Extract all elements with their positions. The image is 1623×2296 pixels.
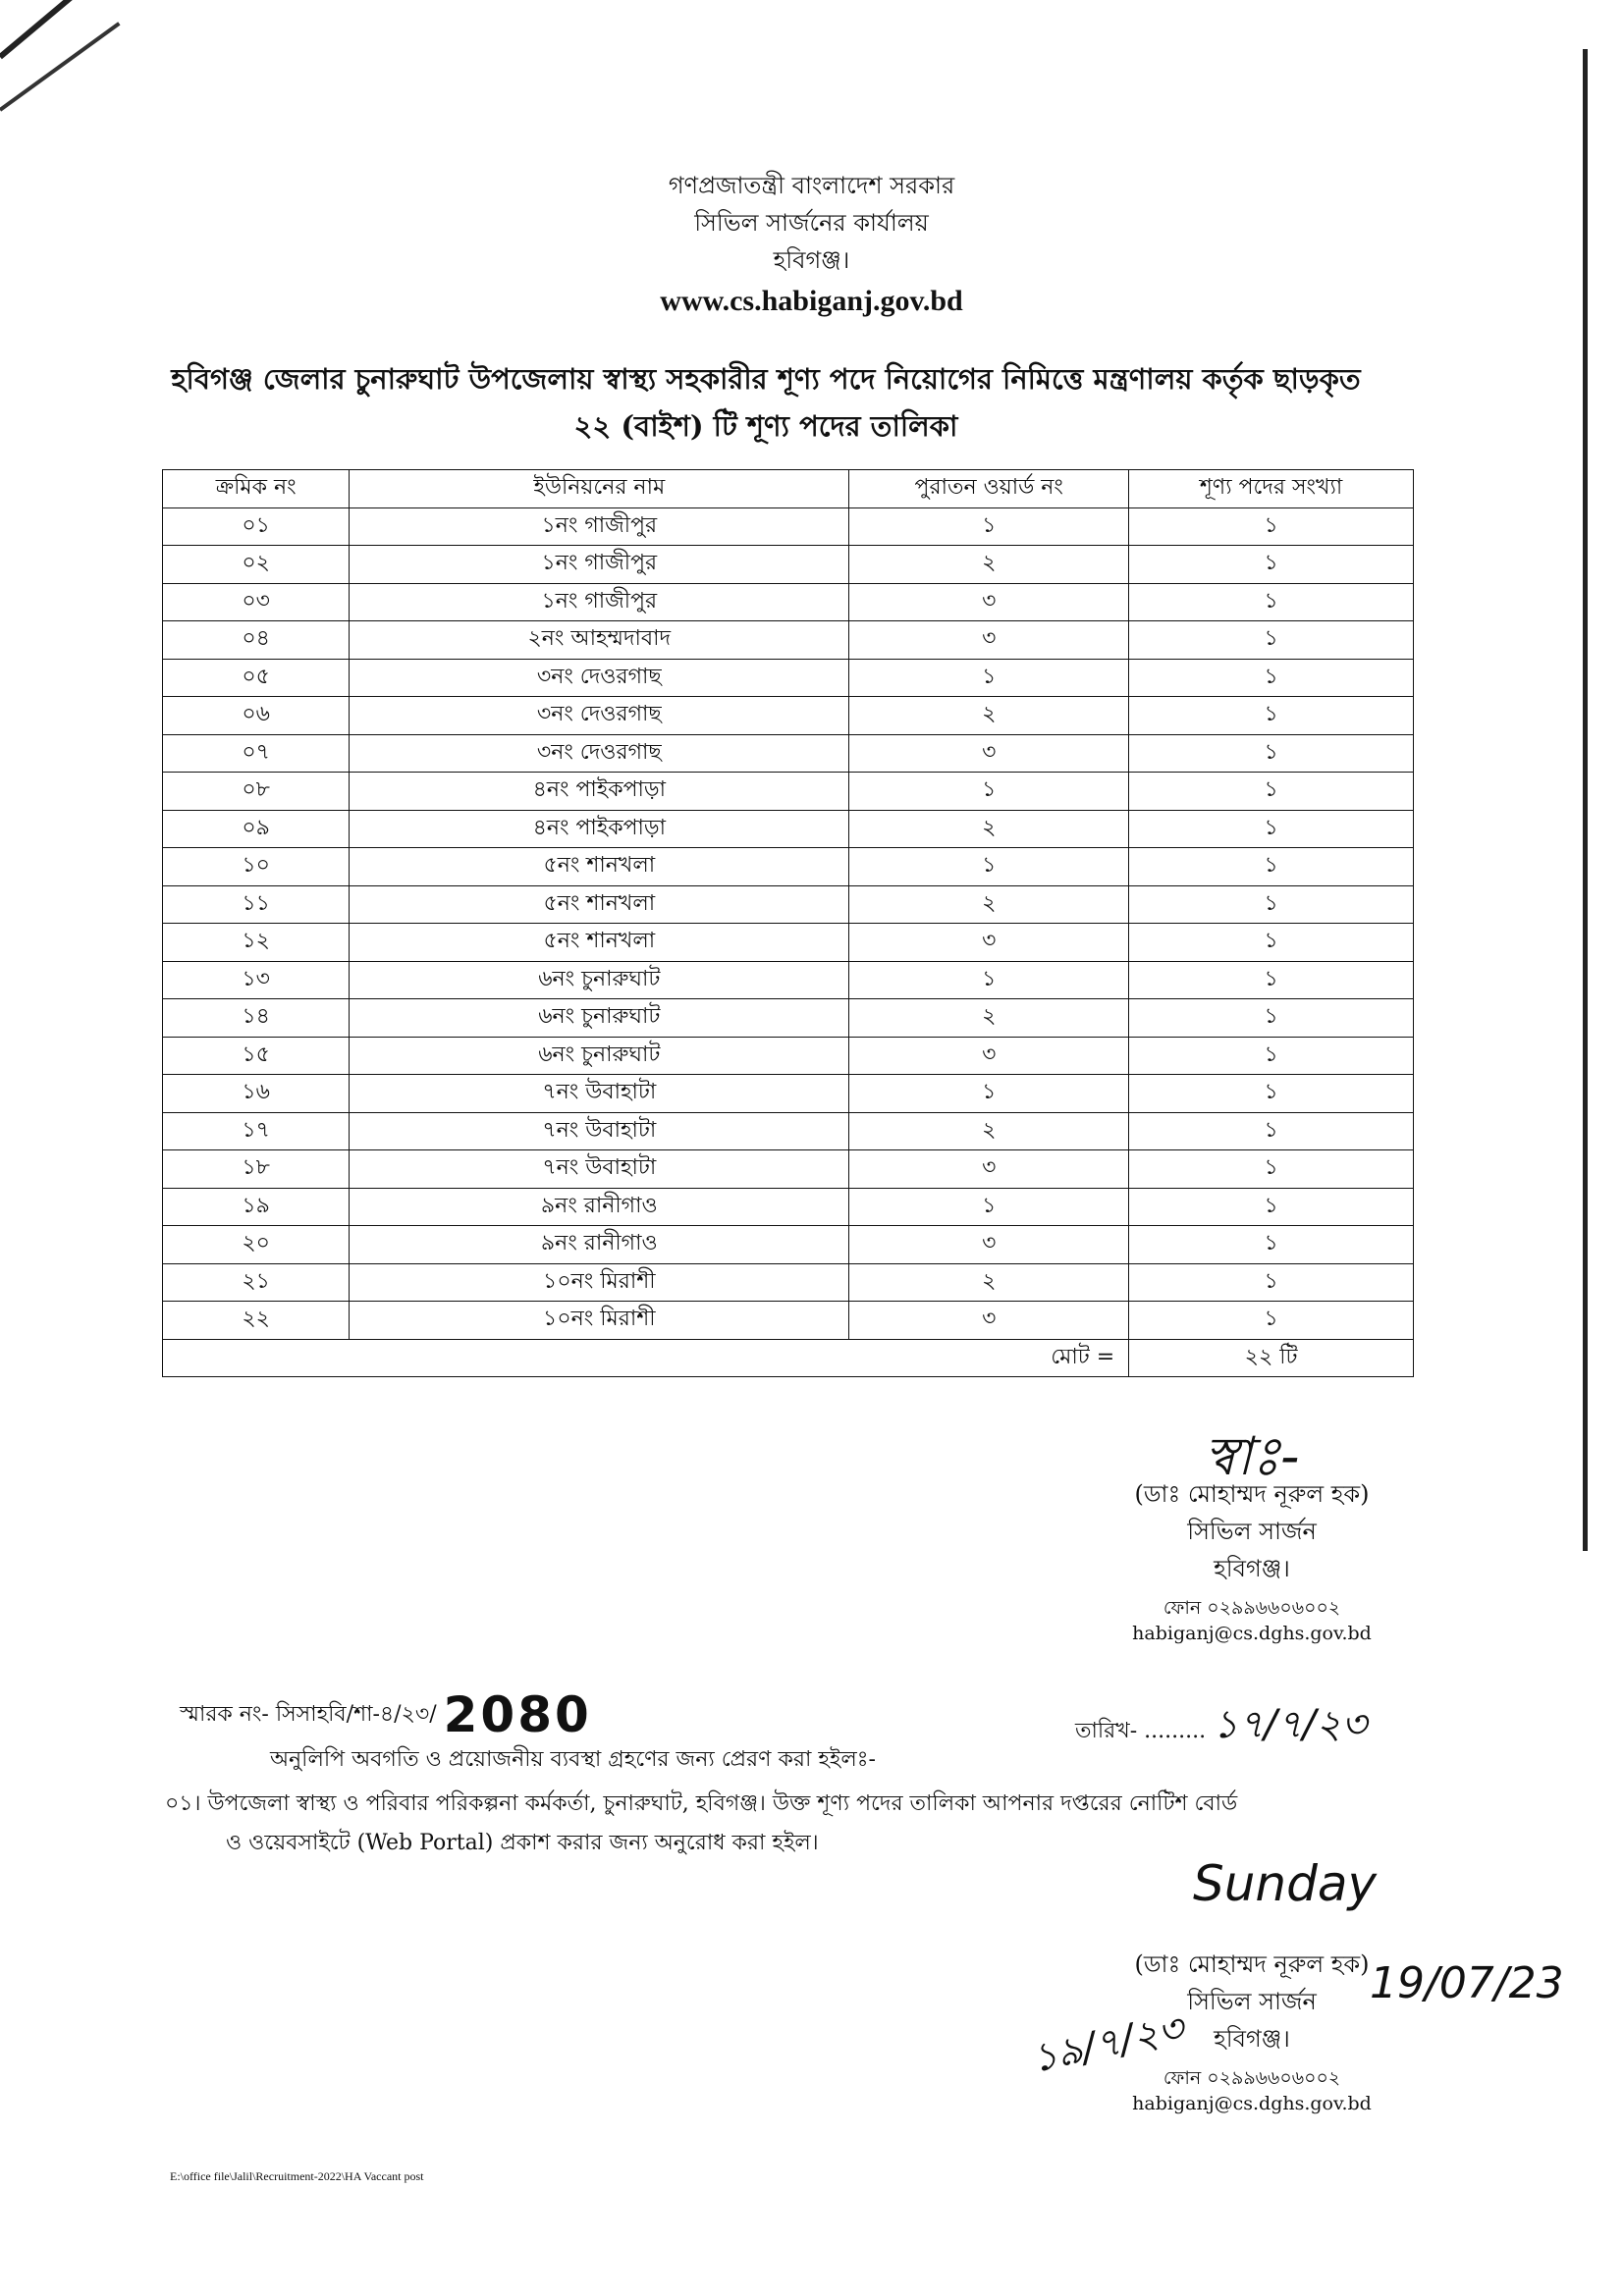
cell-serial: ০৫ xyxy=(163,659,350,697)
copy-item xyxy=(165,1785,1402,1863)
cell-union: ১নং গাজীপুর xyxy=(350,583,849,621)
table-body xyxy=(163,507,1414,1339)
table-row xyxy=(163,1037,1414,1075)
signature-2-handwritten-date: 19/07/23 xyxy=(1370,1958,1564,2008)
cell-ward: ১ xyxy=(849,848,1129,886)
cell-vacancies: ১ xyxy=(1129,1150,1414,1189)
cell-union: ৩নং দেওরগাছ xyxy=(350,697,849,735)
copy-intro: অনুলিপি অবগতি ও প্রয়োজনীয় ব্যবস্থা গ্রহণের জন্য প্রেরণ করা হইলঃ- xyxy=(270,1747,876,1772)
cell-vacancies: ১ xyxy=(1129,773,1414,811)
memo-date xyxy=(1075,1693,1367,1759)
cell-ward: ১ xyxy=(849,1075,1129,1113)
cell-serial: ১৩ xyxy=(163,961,350,999)
cell-union: ৬নং চুনারুঘাট xyxy=(350,1037,849,1075)
cell-serial: ০৩ xyxy=(163,583,350,621)
table-total-row xyxy=(163,1339,1414,1377)
cell-serial: ১২ xyxy=(163,924,350,962)
scan-artifact-left xyxy=(0,0,122,59)
scan-artifact-left-2 xyxy=(0,22,121,111)
memo-reference xyxy=(180,1686,592,1743)
cell-ward: ১ xyxy=(849,961,1129,999)
cell-ward: ৩ xyxy=(849,1302,1129,1340)
cell-union: ৫নং শানখলা xyxy=(350,848,849,886)
cell-serial: ১৯ xyxy=(163,1188,350,1226)
footer-file-path: E:\office file\Jalil\Recruitment-2022\HA Vaccant post xyxy=(170,2169,424,2183)
table-row xyxy=(163,621,1414,660)
cell-vacancies: ১ xyxy=(1129,848,1414,886)
cell-union: ১নং গাজীপুর xyxy=(350,507,849,546)
cell-vacancies: ১ xyxy=(1129,810,1414,848)
signature-block-1 xyxy=(1095,1425,1409,1646)
table-row xyxy=(163,885,1414,924)
cell-vacancies: ১ xyxy=(1129,621,1414,660)
table-row xyxy=(163,734,1414,773)
cell-ward: ২ xyxy=(849,810,1129,848)
cell-vacancies: ১ xyxy=(1129,507,1414,546)
cell-union: ২নং আহম্মদাবাদ xyxy=(350,621,849,660)
signatory-2-email: habiganj@cs.dghs.gov.bd xyxy=(1132,2093,1372,2114)
table-row xyxy=(163,848,1414,886)
table-row xyxy=(163,583,1414,621)
cell-vacancies: ১ xyxy=(1129,734,1414,773)
cell-ward: ৩ xyxy=(849,924,1129,962)
cell-ward: ২ xyxy=(849,885,1129,924)
signatory-name: (ডাঃ মোহাম্মদ নূরুল হক) xyxy=(1134,1480,1370,1508)
cell-union: ৯নং রানীগাও xyxy=(350,1226,849,1264)
memo-ref-label: স্মারক নং- সিসাহবি/শা-৪/২৩/ xyxy=(180,1702,437,1727)
cell-serial: ১০ xyxy=(163,848,350,886)
cell-serial: ১৬ xyxy=(163,1075,350,1113)
cell-union: ৭নং উবাহাটা xyxy=(350,1112,849,1150)
copy-item-line-2: ও ওয়েবসাইটে (Web Portal) প্রকাশ করার জন্য অনুরোধ করা হইল। xyxy=(226,1831,819,1855)
cell-ward: ১ xyxy=(849,659,1129,697)
table-row xyxy=(163,1226,1414,1264)
header-district: হবিগঞ্জ। xyxy=(773,246,850,274)
cell-ward: ১ xyxy=(849,773,1129,811)
table-row xyxy=(163,1112,1414,1150)
total-value: ২২ টি xyxy=(1129,1339,1414,1377)
table-row xyxy=(163,546,1414,584)
cell-union: ৫নং শানখলা xyxy=(350,924,849,962)
cell-serial: ০৮ xyxy=(163,773,350,811)
table-row xyxy=(163,1150,1414,1189)
header-vacancies: শূণ্য পদের সংখ্যা xyxy=(1129,470,1414,508)
vacancy-table xyxy=(162,469,1414,1377)
cell-ward: ২ xyxy=(849,1112,1129,1150)
signatory-2-place: হবিগঞ্জ। xyxy=(1214,2025,1290,2053)
table-header-row xyxy=(163,470,1414,508)
cell-ward: ১ xyxy=(849,507,1129,546)
cell-union: ৬নং চুনারুঘাট xyxy=(350,961,849,999)
cell-ward: ৩ xyxy=(849,583,1129,621)
cell-ward: ১ xyxy=(849,1188,1129,1226)
cell-ward: ৩ xyxy=(849,1150,1129,1189)
signature-scribble: স্বাঃ- xyxy=(1204,1425,1300,1487)
cell-serial: ০৪ xyxy=(163,621,350,660)
cell-vacancies: ১ xyxy=(1129,961,1414,999)
signatory-2-name: (ডাঃ মোহাম্মদ নূরুল হক) xyxy=(1134,1950,1370,1978)
initial-stamp-scribble: ১৯/৭/২৩ xyxy=(1027,2005,1188,2082)
cell-union: ৬নং চুনারুঘাট xyxy=(350,999,849,1038)
header-ward: পুরাতন ওয়ার্ড নং xyxy=(849,470,1129,508)
cell-vacancies: ১ xyxy=(1129,583,1414,621)
cell-ward: ২ xyxy=(849,1263,1129,1302)
cell-union: ৩নং দেওরগাছ xyxy=(350,734,849,773)
table-row xyxy=(163,961,1414,999)
header-serial: ক্রমিক নং xyxy=(163,470,350,508)
title-line-1: হবিগঞ্জ জেলার চুনারুঘাট উপজেলায় স্বাস্থ্য সহকারীর শূণ্য পদে নিয়োগের নিমিত্তে মন্ত্রণালয় কর্তৃক ছাড়কৃত xyxy=(171,362,1361,396)
cell-vacancies: ১ xyxy=(1129,1188,1414,1226)
table-row xyxy=(163,1302,1414,1340)
table-row xyxy=(163,507,1414,546)
signatory-designation: সিভিল সার্জন xyxy=(1187,1518,1317,1545)
copy-item-line-1: ০১। উপজেলা স্বাস্থ্য ও পরিবার পরিকল্পনা কর্মকর্তা, চুনারুঘাট, হবিগঞ্জ। উক্ত শূণ্য পদের তালিকা আপনার দপ্তরের নোটিশ বোর্ড xyxy=(165,1791,1238,1816)
cell-ward: ৩ xyxy=(849,1226,1129,1264)
memo-date-label: তারিখ- ......... xyxy=(1075,1719,1207,1743)
cell-serial: ১৪ xyxy=(163,999,350,1038)
cell-serial: ১৫ xyxy=(163,1037,350,1075)
signatory-phone: ফোন ০২৯৯৬৬০৬০০২ xyxy=(1163,1597,1341,1619)
table-row xyxy=(163,773,1414,811)
cell-ward: ৩ xyxy=(849,621,1129,660)
cell-vacancies: ১ xyxy=(1129,546,1414,584)
cell-vacancies: ১ xyxy=(1129,1075,1414,1113)
cell-serial: ০৯ xyxy=(163,810,350,848)
memo-date-handwritten: ১৭/৭/২৩ xyxy=(1213,1702,1368,1747)
cell-ward: ২ xyxy=(849,546,1129,584)
cell-vacancies: ১ xyxy=(1129,659,1414,697)
cell-vacancies: ১ xyxy=(1129,1112,1414,1150)
header-office: সিভিল সার্জনের কার্যালয় xyxy=(694,209,929,237)
cell-vacancies: ১ xyxy=(1129,1037,1414,1075)
cell-ward: ৩ xyxy=(849,1037,1129,1075)
cell-union: ৫নং শানখলা xyxy=(350,885,849,924)
table-row xyxy=(163,810,1414,848)
cell-vacancies: ১ xyxy=(1129,1263,1414,1302)
cell-serial: ০৬ xyxy=(163,697,350,735)
cell-union: ৭নং উবাহাটা xyxy=(350,1075,849,1113)
cell-vacancies: ১ xyxy=(1129,1226,1414,1264)
cell-serial: ২১ xyxy=(163,1263,350,1302)
signatory-place: হবিগঞ্জ। xyxy=(1214,1555,1290,1582)
signatory-2-phone: ফোন ০২৯৯৬৬০৬০০২ xyxy=(1163,2067,1341,2089)
cell-vacancies: ১ xyxy=(1129,1302,1414,1340)
cell-ward: ২ xyxy=(849,999,1129,1038)
cell-union: ১০নং মিরাশী xyxy=(350,1302,849,1340)
signature-2-scribble: Sunday xyxy=(1193,1855,1378,1912)
cell-union: ১নং গাজীপুর xyxy=(350,546,849,584)
table-row xyxy=(163,1075,1414,1113)
table-row xyxy=(163,659,1414,697)
cell-union: ৭নং উবাহাটা xyxy=(350,1150,849,1189)
cell-union: ৪নং পাইকপাড়া xyxy=(350,810,849,848)
cell-ward: ২ xyxy=(849,697,1129,735)
cell-union: ৪নং পাইকপাড়া xyxy=(350,773,849,811)
signatory-2-designation: সিভিল সার্জন xyxy=(1187,1988,1317,2015)
document-header xyxy=(0,167,1623,320)
document-title xyxy=(147,355,1384,450)
cell-union: ৩নং দেওরগাছ xyxy=(350,659,849,697)
memo-ref-handwritten: 2080 xyxy=(443,1686,592,1743)
header-union: ইউনিয়নের নাম xyxy=(350,470,849,508)
cell-vacancies: ১ xyxy=(1129,924,1414,962)
header-website: www.cs.habiganj.gov.bd xyxy=(660,285,963,317)
table-row xyxy=(163,999,1414,1038)
table-row xyxy=(163,697,1414,735)
cell-serial: ২০ xyxy=(163,1226,350,1264)
cell-serial: ১৭ xyxy=(163,1112,350,1150)
title-line-2: ২২ (বাইশ) টি শূণ্য পদের তালিকা xyxy=(573,409,958,443)
cell-union: ৯নং রানীগাও xyxy=(350,1188,849,1226)
header-government: গণপ্রজাতন্ত্রী বাংলাদেশ সরকার xyxy=(668,172,955,199)
cell-vacancies: ১ xyxy=(1129,885,1414,924)
cell-vacancies: ১ xyxy=(1129,999,1414,1038)
cell-serial: ০২ xyxy=(163,546,350,584)
cell-serial: ১৮ xyxy=(163,1150,350,1189)
cell-serial: ২২ xyxy=(163,1302,350,1340)
total-label: মোট = xyxy=(163,1339,1129,1377)
cell-serial: ০১ xyxy=(163,507,350,546)
table-row xyxy=(163,1188,1414,1226)
cell-union: ১০নং মিরাশী xyxy=(350,1263,849,1302)
table-row xyxy=(163,924,1414,962)
cell-serial: ০৭ xyxy=(163,734,350,773)
signatory-email: habiganj@cs.dghs.gov.bd xyxy=(1132,1623,1372,1644)
cell-ward: ৩ xyxy=(849,734,1129,773)
table-row xyxy=(163,1263,1414,1302)
cell-vacancies: ১ xyxy=(1129,697,1414,735)
cell-serial: ১১ xyxy=(163,885,350,924)
